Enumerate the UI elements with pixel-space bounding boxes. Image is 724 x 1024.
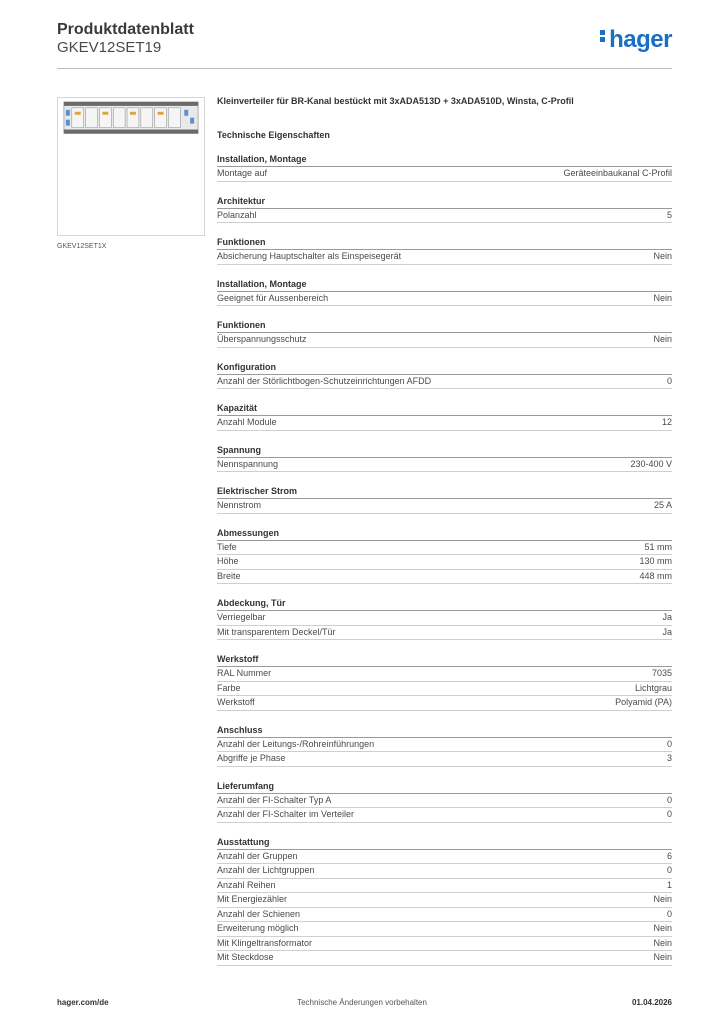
group-title: Lieferumfang <box>217 781 672 794</box>
spec-group <box>217 154 672 182</box>
group-title: Ausstattung <box>217 837 672 850</box>
spec-label: Anzahl der Leitungs-/Rohreinführungen <box>217 738 375 749</box>
spec-label: Anzahl Reihen <box>217 879 276 890</box>
spec-row <box>217 667 672 682</box>
group-title: Architektur <box>217 196 672 209</box>
spec-value: Nein <box>653 334 672 344</box>
spec-row <box>217 696 672 711</box>
spec-row <box>217 864 672 879</box>
image-caption: GKEV12SET1X <box>57 243 107 250</box>
spec-content <box>217 96 672 966</box>
section-heading: Technische Eigenschaften <box>217 130 330 140</box>
spec-label: Breite <box>217 570 241 581</box>
group-title: Elektrischer Strom <box>217 486 672 499</box>
spec-group <box>217 196 672 224</box>
spec-row <box>217 292 672 307</box>
spec-value: Ja <box>662 626 672 637</box>
spec-row <box>217 794 672 809</box>
spec-row <box>217 879 672 894</box>
spec-label: Montage auf <box>217 168 268 178</box>
page-title: Produktdatenblatt <box>57 21 194 38</box>
group-title: Konfiguration <box>217 362 672 375</box>
spec-group <box>217 279 672 307</box>
spec-label: Farbe <box>217 682 241 693</box>
footer-website: hager.com/de <box>57 998 109 1007</box>
distribution-board-picture <box>58 98 204 235</box>
spec-label: Anzahl der FI-Schalter im Verteiler <box>217 809 355 819</box>
spec-label: Tiefe <box>217 541 237 552</box>
group-title: Abdeckung, Tür <box>217 598 672 611</box>
spec-row <box>217 541 672 556</box>
spec-value: Nein <box>653 937 672 948</box>
spec-value: 25 A <box>653 500 672 510</box>
spec-row <box>217 499 672 514</box>
spec-value: Geräteeinbaukanal C-Profil <box>563 168 672 178</box>
spec-row <box>217 570 672 585</box>
group-title: Anschluss <box>217 725 672 738</box>
footer-note: Technische Änderungen vorbehalten <box>297 998 427 1007</box>
spec-label: Polanzahl <box>217 209 257 220</box>
header-divider <box>57 68 672 69</box>
spec-label: Nennspannung <box>217 458 279 469</box>
spec-label: Überspannungsschutz <box>217 334 307 344</box>
spec-label: Werkstoff <box>217 697 255 707</box>
group-title: Abmessungen <box>217 528 672 541</box>
spec-label: Anzahl der FI-Schalter Typ A <box>217 794 332 805</box>
spec-label: Anzahl der Gruppen <box>217 850 298 861</box>
spec-group <box>217 445 672 473</box>
group-title: Funktionen <box>217 237 672 250</box>
spec-group <box>217 403 672 431</box>
spec-value: Nein <box>653 251 672 261</box>
spec-row <box>217 209 672 224</box>
spec-row <box>217 555 672 570</box>
spec-value: Polyamid (PA) <box>615 697 672 707</box>
spec-label: Mit Steckdose <box>217 952 274 962</box>
spec-value: 1 <box>666 879 672 890</box>
spec-value: Nein <box>653 952 672 962</box>
spec-row <box>217 893 672 908</box>
spec-row <box>217 167 672 182</box>
product-code: GKEV12SET19 <box>57 39 162 56</box>
spec-group <box>217 725 672 767</box>
spec-value: 3 <box>666 753 672 763</box>
logo-dots-icon <box>600 28 606 44</box>
spec-group <box>217 320 672 348</box>
group-title: Kapazität <box>217 403 672 416</box>
spec-groups <box>217 154 672 966</box>
spec-value: 0 <box>666 865 672 875</box>
footer-date: 01.04.2026 <box>631 998 672 1007</box>
spec-label: Anzahl der Lichtgruppen <box>217 865 315 875</box>
spec-label: Mit transparentem Deckel/Tür <box>217 626 336 637</box>
spec-row <box>217 416 672 431</box>
group-title: Funktionen <box>217 320 672 333</box>
spec-value: 12 <box>661 417 672 427</box>
group-title: Installation, Montage <box>217 154 672 167</box>
spec-value: 130 mm <box>639 556 672 566</box>
spec-value: 448 mm <box>639 570 672 581</box>
spec-value: 0 <box>666 809 672 819</box>
spec-label: Erweiterung möglich <box>217 923 299 933</box>
spec-row <box>217 738 672 753</box>
spec-row <box>217 333 672 348</box>
group-title: Werkstoff <box>217 654 672 667</box>
spec-row <box>217 458 672 473</box>
spec-label: Verriegelbar <box>217 612 266 622</box>
hager-logo: hager <box>600 26 672 54</box>
spec-group <box>217 237 672 265</box>
product-image <box>57 97 205 236</box>
spec-group <box>217 781 672 823</box>
spec-row <box>217 626 672 641</box>
spec-value: 0 <box>666 738 672 749</box>
spec-value: Nein <box>653 923 672 933</box>
spec-value: 230-400 V <box>630 458 672 469</box>
spec-value: Lichtgrau <box>634 682 672 693</box>
spec-value: 7035 <box>651 668 672 678</box>
spec-label: Abgriffe je Phase <box>217 753 286 763</box>
spec-group <box>217 362 672 390</box>
spec-value: 0 <box>666 908 672 919</box>
spec-label: Mit Klingeltransformator <box>217 937 313 948</box>
spec-row <box>217 908 672 923</box>
spec-row <box>217 850 672 865</box>
spec-label: Anzahl der Störlichtbogen-Schutzeinrichtungen AFDD <box>217 375 432 386</box>
spec-value: 6 <box>666 850 672 861</box>
spec-row <box>217 682 672 697</box>
spec-label: RAL Nummer <box>217 668 272 678</box>
spec-row <box>217 937 672 952</box>
spec-value: Nein <box>653 292 672 303</box>
spec-label: Anzahl der Schienen <box>217 908 301 919</box>
spec-group <box>217 654 672 711</box>
spec-label: Geeignet für Aussenbereich <box>217 292 329 303</box>
spec-value: 0 <box>666 375 672 386</box>
spec-row <box>217 611 672 626</box>
spec-value: Nein <box>653 894 672 904</box>
spec-group <box>217 598 672 640</box>
spec-value: 5 <box>666 209 672 220</box>
spec-label: Höhe <box>217 556 239 566</box>
spec-label: Nennstrom <box>217 500 262 510</box>
spec-label: Anzahl Module <box>217 417 277 427</box>
spec-group <box>217 837 672 966</box>
spec-row <box>217 951 672 966</box>
spec-row <box>217 922 672 937</box>
spec-value: 51 mm <box>644 541 672 552</box>
spec-value: Ja <box>662 612 672 622</box>
spec-row <box>217 375 672 390</box>
spec-label: Absicherung Hauptschalter als Einspeisegerät <box>217 251 402 261</box>
spec-row <box>217 250 672 265</box>
spec-row <box>217 752 672 767</box>
spec-value: 0 <box>666 794 672 805</box>
spec-group <box>217 528 672 585</box>
spec-group <box>217 486 672 514</box>
group-title: Spannung <box>217 445 672 458</box>
product-description: Kleinverteiler für BR-Kanal bestückt mit 3xADA513D + 3xADA510D, Winsta, C-Profil <box>217 96 574 106</box>
spec-label: Mit Energiezähler <box>217 894 288 904</box>
spec-row <box>217 808 672 823</box>
group-title: Installation, Montage <box>217 279 672 292</box>
